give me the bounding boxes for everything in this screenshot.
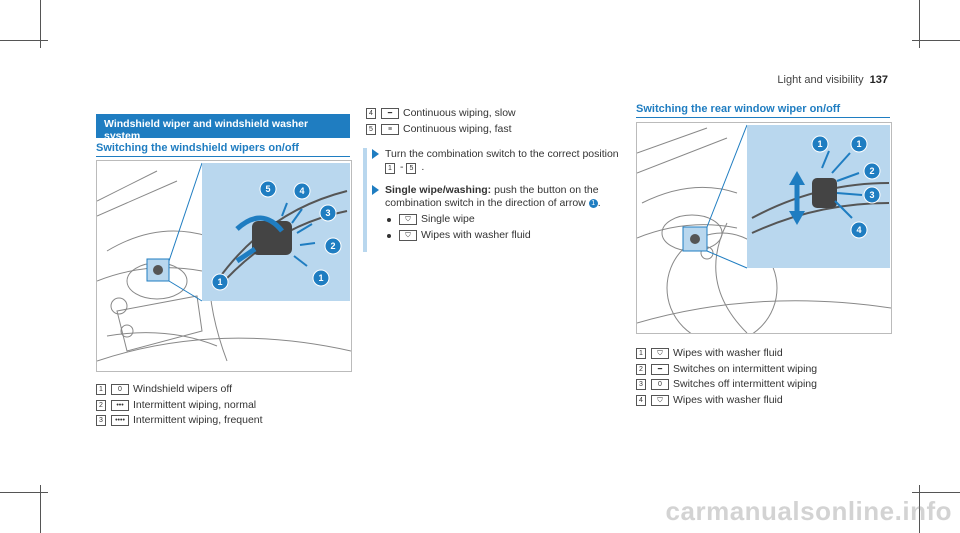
list-item: 5 ≡ Continuous wiping, fast xyxy=(366,122,516,138)
section-title-bar: Windshield wiper and windshield washer system xyxy=(96,114,350,138)
list-item: 4 ━ Continuous wiping, slow xyxy=(366,106,516,122)
washer-icon: ⛉ xyxy=(651,348,669,359)
rear-wiper-figure xyxy=(636,122,892,334)
fig-label: 4 xyxy=(856,225,862,235)
step-2: Single wipe/washing: push the button on the combination switch in the direction of arrow 1 . ⛉ Single wipe ⛉ Wipes with washer fluid xyxy=(385,184,635,242)
bullet-icon xyxy=(387,234,391,238)
list-item: 3 0 Switches off intermittent wiping xyxy=(636,377,817,393)
washer-icon: ⛉ xyxy=(399,230,417,241)
step-1: Turn the combination switch to the correct position 1 - 5 . xyxy=(385,148,635,174)
left-legend xyxy=(96,382,263,429)
crop-mark xyxy=(0,40,48,41)
fig-label: 5 xyxy=(265,184,271,194)
instruction-steps xyxy=(363,148,635,252)
right-legend xyxy=(636,346,817,408)
fig-label: 1 xyxy=(318,273,324,283)
fig-label: 1 xyxy=(856,139,862,149)
step-arrow-icon xyxy=(372,185,379,195)
crop-mark xyxy=(0,492,48,493)
step-arrow-icon xyxy=(372,149,379,159)
list-item: ⛉ Wipes with washer fluid xyxy=(387,229,635,242)
wiper-icon: ⛉ xyxy=(399,214,417,225)
list-item: 3 •••• Intermittent wiping, frequent xyxy=(96,413,263,429)
middle-legend xyxy=(366,106,516,137)
list-item: 1 0 Windshield wipers off xyxy=(96,382,263,398)
fig-label: 3 xyxy=(325,208,331,218)
section-title: Light and visibility xyxy=(777,74,864,86)
list-item: ⛉ Single wipe xyxy=(387,213,635,226)
dashboard-illustration xyxy=(637,123,891,333)
left-subtitle: Switching the windshield wipers on/off xyxy=(96,142,299,154)
watermark: carmanualsonline.info xyxy=(665,496,952,526)
fig-label: 1 xyxy=(217,277,223,287)
windshield-wiper-figure xyxy=(96,160,352,372)
page-header xyxy=(777,74,888,86)
list-item: 2 ••• Intermittent wiping, normal xyxy=(96,398,263,414)
fig-label: 4 xyxy=(299,186,305,196)
washer-icon: ⛉ xyxy=(651,395,669,406)
bullet-icon xyxy=(387,218,391,222)
page-number: 137 xyxy=(869,74,888,86)
crop-mark xyxy=(912,40,960,41)
crop-mark xyxy=(912,492,960,493)
fig-label: 3 xyxy=(869,190,875,200)
dashboard-illustration xyxy=(97,161,351,371)
arrow-ref-badge: 1 xyxy=(589,199,598,208)
list-item: 1 ⛉ Wipes with washer fluid xyxy=(636,346,817,362)
right-rule xyxy=(636,117,890,118)
fig-label: 2 xyxy=(869,166,875,176)
fig-label: 2 xyxy=(330,241,336,251)
right-subtitle: Switching the rear window wiper on/off xyxy=(636,103,841,115)
left-rule xyxy=(96,156,350,157)
list-item: 4 ⛉ Wipes with washer fluid xyxy=(636,393,817,409)
list-item: 2 ━ Switches on intermittent wiping xyxy=(636,362,817,378)
fig-label: 1 xyxy=(817,139,823,149)
